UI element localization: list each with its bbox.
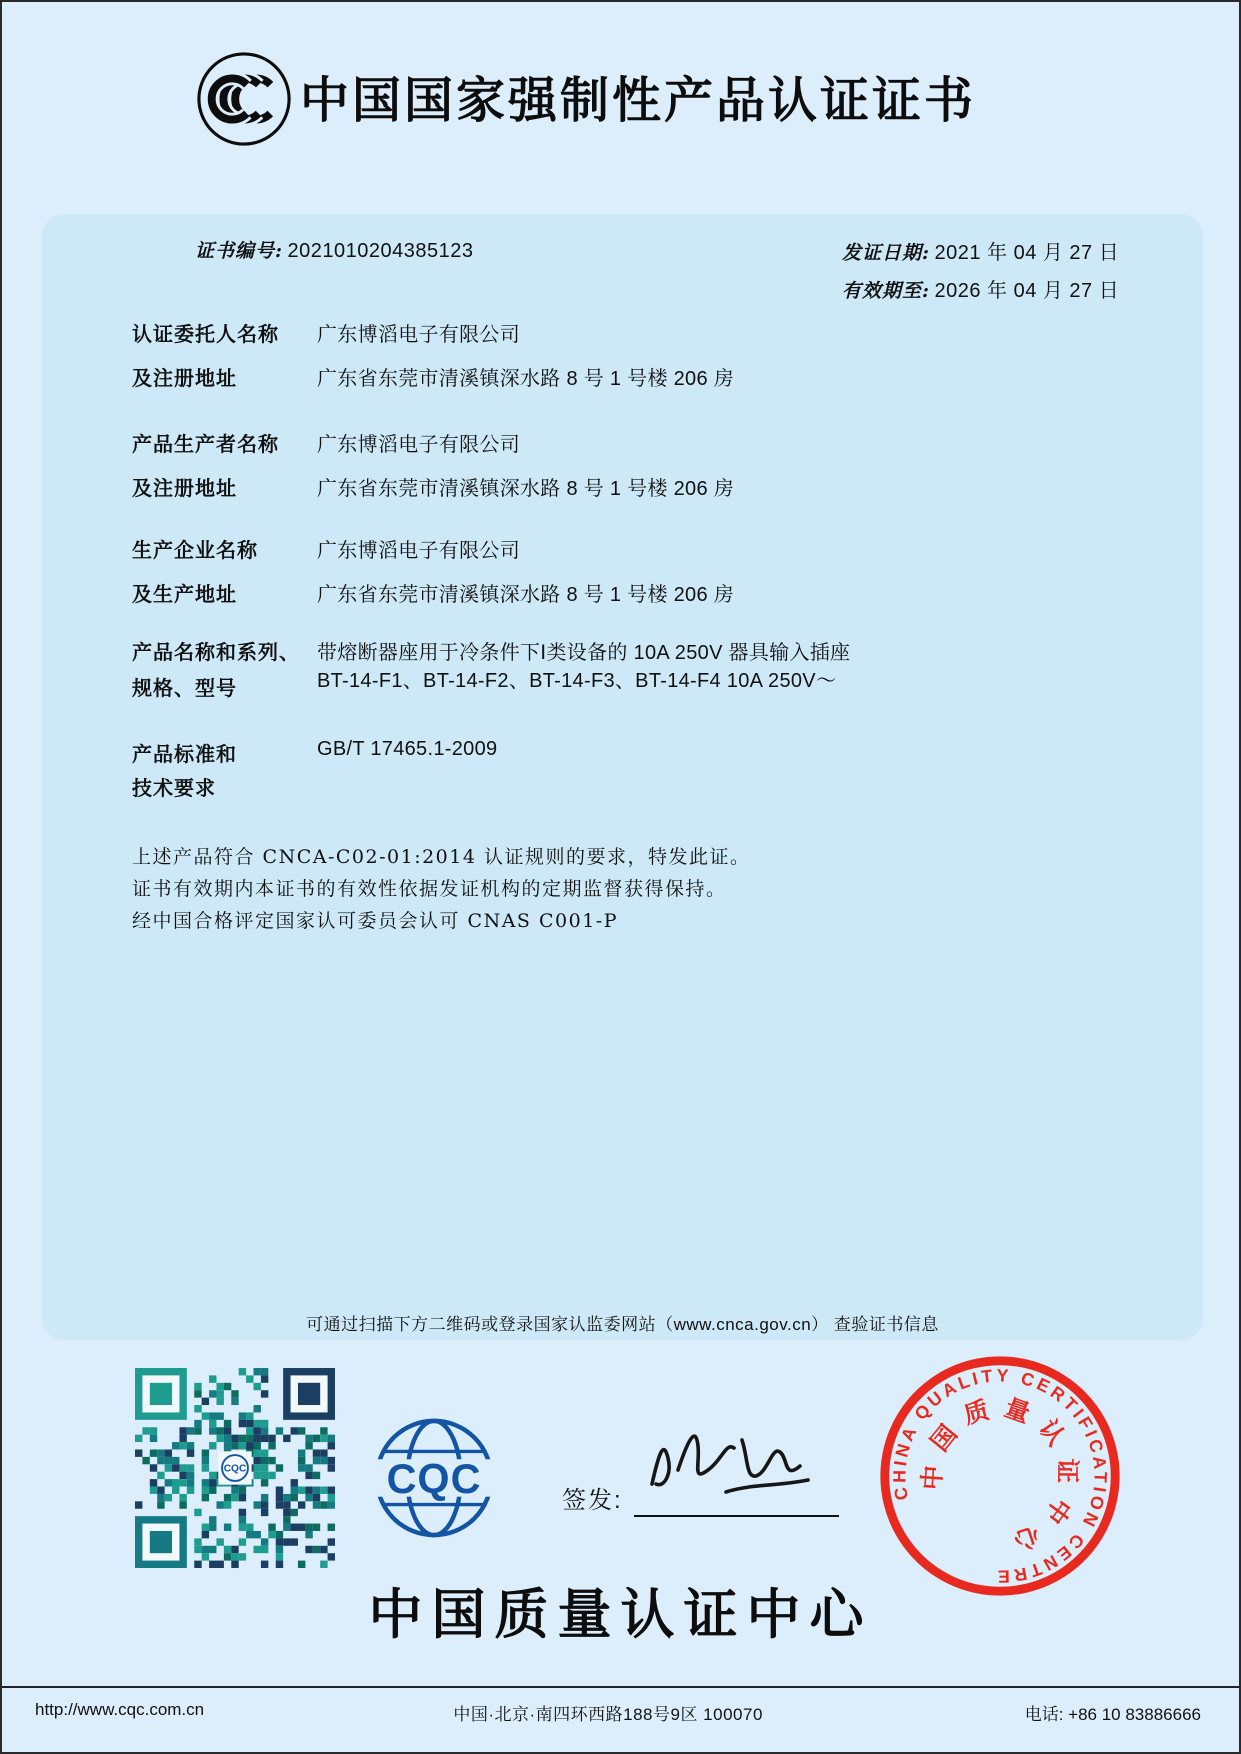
statement-line-3: 经中国合格评定国家认可委员会认可 CNAS C001-P bbox=[132, 910, 618, 932]
standard-label-line1: 产品标准和 bbox=[132, 744, 237, 766]
footer-divider bbox=[2, 1686, 1241, 1688]
certificate-panel bbox=[42, 214, 1203, 1340]
qr-code bbox=[135, 1368, 335, 1568]
standard-label-line2: 技术要求 bbox=[132, 778, 216, 800]
applicant-address-value: 广东省东莞市清溪镇深水路 8 号 1 号楼 206 房 bbox=[317, 368, 735, 390]
organization-name: 中国质量认证中心 bbox=[368, 1585, 873, 1645]
producer-address-label: 及注册地址 bbox=[132, 478, 237, 500]
signature-handwriting bbox=[630, 1414, 840, 1514]
sign-label: 签发: bbox=[562, 1487, 623, 1514]
valid-until-label: 有效期至: bbox=[842, 280, 931, 302]
footer-phone: 电话: +86 10 83886666 bbox=[1024, 1705, 1201, 1724]
product-name-value: 带熔断器座用于冷条件下Ⅰ类设备的 10A 250V 器具输入插座 bbox=[317, 642, 851, 664]
footer-website: http://www.cqc.com.cn bbox=[35, 1700, 205, 1719]
certificate-number-value: 2021010204385123 bbox=[287, 240, 474, 262]
footer-address: 中国·北京·南四环西路188号9区 100070 bbox=[453, 1705, 763, 1724]
applicant-name-value: 广东博滔电子有限公司 bbox=[317, 324, 520, 346]
statement-line-2: 证书有效期内本证书的有效性依据发证机构的定期监督获得保持。 bbox=[132, 878, 727, 900]
seal-ring-text: CHINA QUALITY CERTIFICATION CENTRE bbox=[889, 1365, 1111, 1587]
factory-address-value: 广东省东莞市清溪镇深水路 8 号 1 号楼 206 房 bbox=[317, 584, 735, 606]
product-name-label-line2: 规格、型号 bbox=[132, 678, 237, 700]
producer-address-value: 广东省东莞市清溪镇深水路 8 号 1 号楼 206 房 bbox=[317, 478, 735, 500]
issue-date-value: 2021 年 04 月 27 日 bbox=[934, 242, 1120, 264]
signature-line bbox=[634, 1515, 839, 1517]
seal-inner-text: 中国质量认证中心 bbox=[918, 1393, 1081, 1558]
factory-address-label: 及生产地址 bbox=[132, 584, 237, 606]
cqc-letters: CQC bbox=[386, 1455, 482, 1502]
valid-until-value: 2026 年 04 月 27 日 bbox=[934, 280, 1120, 302]
product-name-label-line1: 产品名称和系列、 bbox=[132, 642, 300, 664]
certificate-title: 中国国家强制性产品认证证书 bbox=[300, 74, 977, 128]
standard-value: GB/T 17465.1-2009 bbox=[317, 738, 498, 760]
issue-date-label: 发证日期: bbox=[842, 242, 931, 264]
applicant-name-label: 认证委托人名称 bbox=[132, 324, 279, 346]
valid-until-row bbox=[842, 274, 1119, 303]
statement-line-1: 上述产品符合 CNCA-C02-01:2014 认证规则的要求，特发此证。 bbox=[132, 846, 751, 868]
producer-name-label: 产品生产者名称 bbox=[132, 434, 279, 456]
factory-name-value: 广东博滔电子有限公司 bbox=[317, 540, 520, 562]
factory-name-label: 生产企业名称 bbox=[132, 540, 258, 562]
applicant-address-label: 及注册地址 bbox=[132, 368, 237, 390]
product-models-value: BT-14-F1、BT-14-F2、BT-14-F3、BT-14-F4 10A 250V～ bbox=[317, 670, 837, 692]
ccc-mark-icon bbox=[195, 50, 293, 148]
verification-note: 可通过扫描下方二维码或登录国家认监委网站（www.cnca.gov.cn） 查验证书信息 bbox=[306, 1315, 939, 1334]
certificate-number-label: 证书编号: bbox=[195, 240, 284, 262]
issue-date-row bbox=[842, 236, 1119, 265]
svg-text:CHINA QUALITY CERTIFICATION CE bbox=[866, 1342, 1135, 1610]
producer-name-value: 广东博滔电子有限公司 bbox=[317, 434, 520, 456]
certificate-number-row bbox=[195, 236, 473, 263]
cqc-logo-icon bbox=[370, 1414, 498, 1542]
svg-text:CQC: CQC bbox=[223, 1463, 247, 1475]
